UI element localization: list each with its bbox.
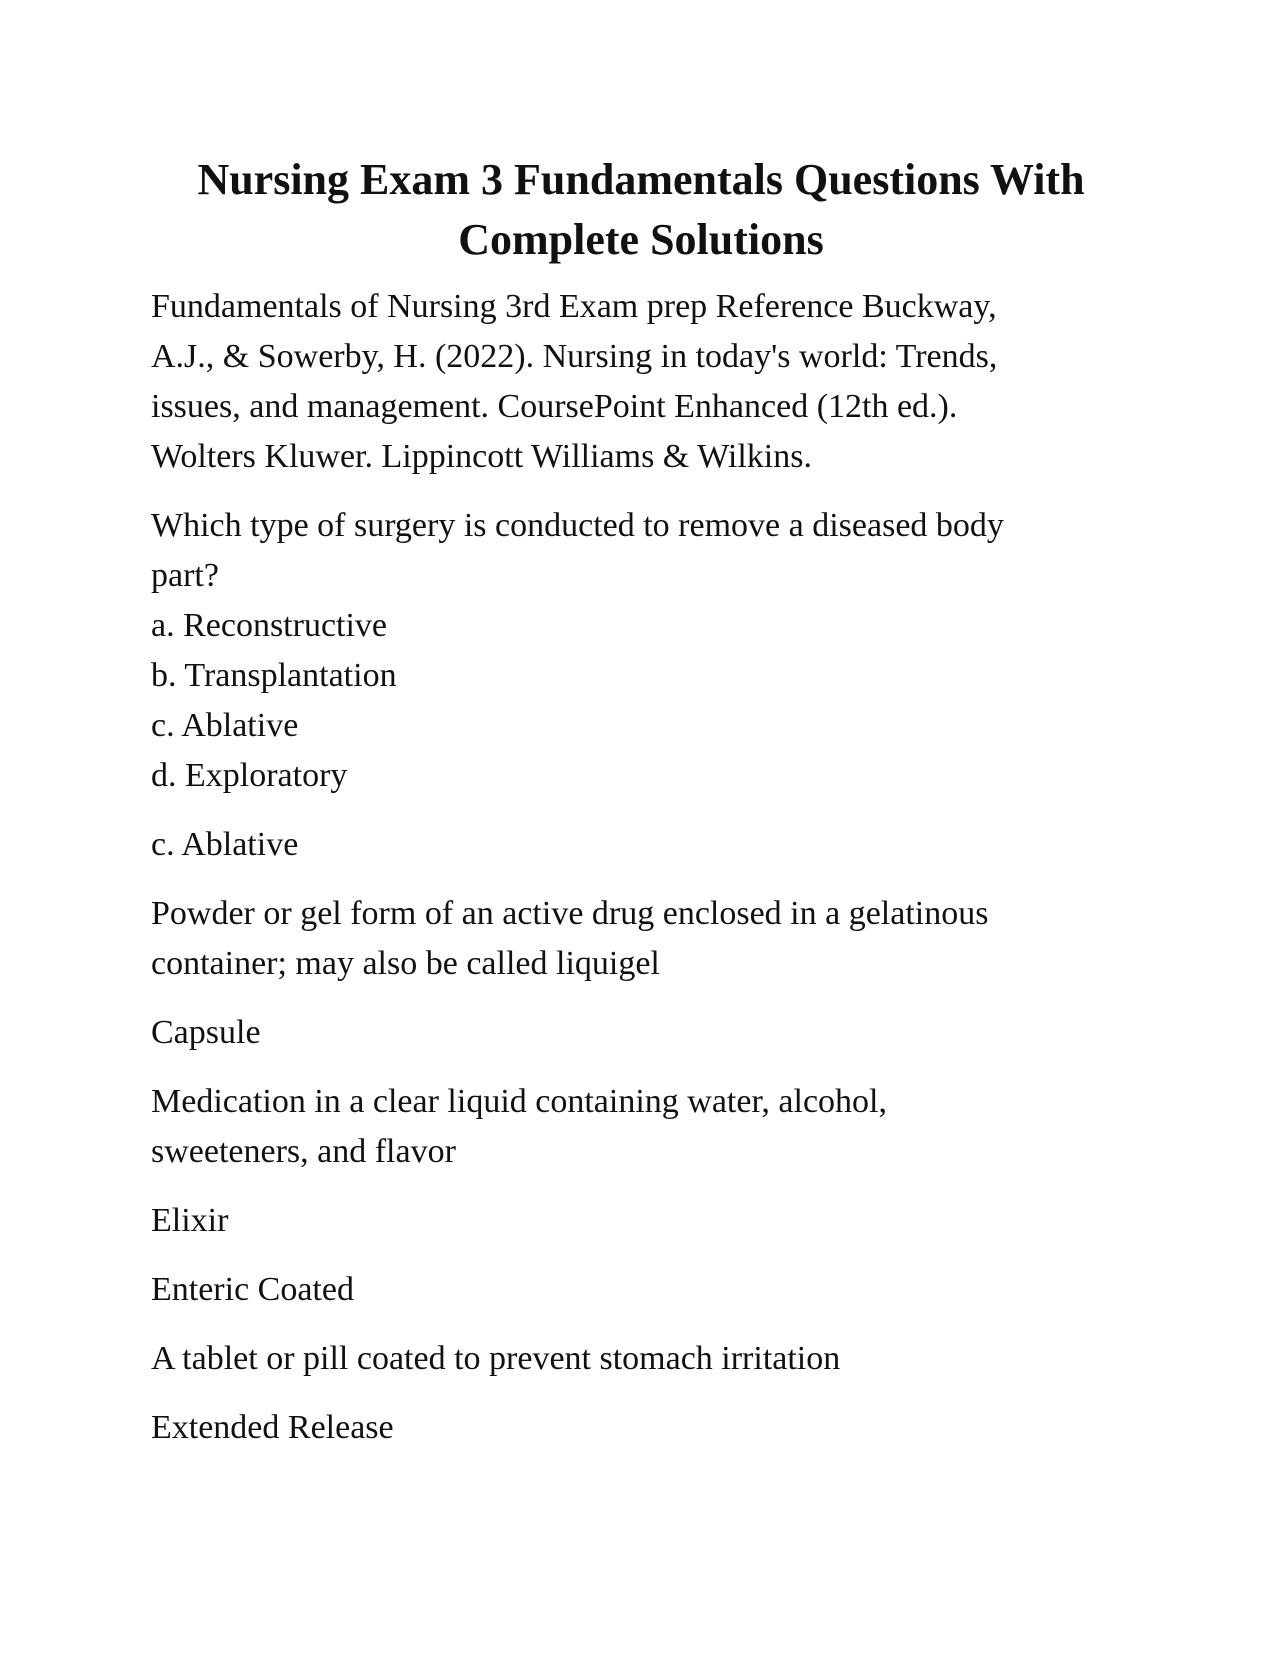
definition-text: A tablet or pill coated to prevent stomach irritation [151, 1340, 841, 1377]
question-1 [151, 501, 1131, 801]
term-text: Enteric Coated [151, 1271, 354, 1308]
question-3-line: Medication in a clear liquid containing water, alcohol, [151, 1083, 887, 1120]
reference-line: Fundamentals of Nursing 3rd Exam prep Reference Buckway, [151, 288, 997, 325]
question-1-option-c: c. Ablative [151, 707, 299, 744]
title-line-1: Nursing Exam 3 Fundamentals Questions With [197, 155, 1085, 204]
question-1-answer [151, 820, 1131, 870]
term-text: Extended Release [151, 1409, 394, 1446]
question-3-line: sweeteners, and flavor [151, 1133, 456, 1170]
question-1-option-d: d. Exploratory [151, 757, 348, 794]
question-1-stem: part? [151, 557, 219, 594]
document-title [151, 150, 1131, 270]
reference-line: Wolters Kluwer. Lippincott Williams & Wilkins. [151, 438, 812, 475]
reference-paragraph [151, 282, 1131, 482]
document-page [151, 150, 1131, 1472]
question-2-line: Powder or gel form of an active drug enclosed in a gelatinous [151, 895, 989, 932]
question-2 [151, 889, 1131, 989]
definition-4 [151, 1334, 1131, 1384]
reference-line: issues, and management. CoursePoint Enhanced (12th ed.). [151, 388, 958, 425]
question-1-stem: Which type of surgery is conducted to remove a diseased body [151, 507, 1004, 544]
reference-line: A.J., & Sowerby, H. (2022). Nursing in today's world: Trends, [151, 338, 998, 375]
answer-text: Capsule [151, 1014, 261, 1051]
term-4 [151, 1265, 1131, 1315]
question-1-option-a: a. Reconstructive [151, 607, 388, 644]
question-2-line: container; may also be called liquigel [151, 945, 660, 982]
question-1-option-b: b. Transplantation [151, 657, 397, 694]
question-2-answer [151, 1008, 1131, 1058]
title-line-2: Complete Solutions [458, 215, 824, 264]
answer-text: c. Ablative [151, 826, 299, 863]
question-3 [151, 1077, 1131, 1177]
answer-text: Elixir [151, 1202, 229, 1239]
term-5 [151, 1403, 1131, 1453]
question-3-answer [151, 1196, 1131, 1246]
